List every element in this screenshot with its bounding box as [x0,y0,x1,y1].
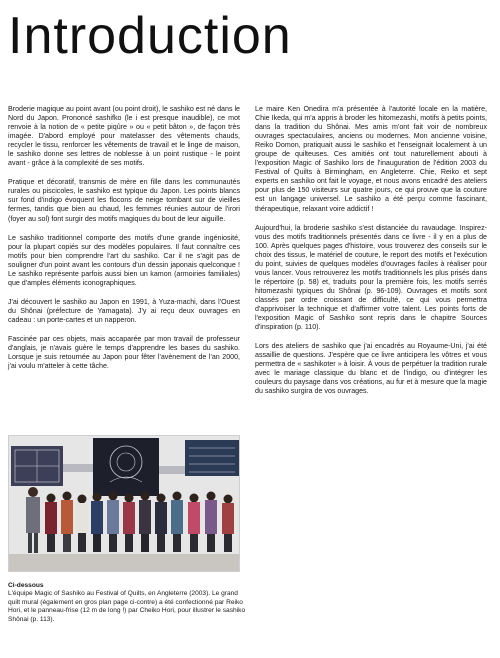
right-text-column [255,105,487,406]
paragraph: Pratique et décoratif, transmis de mère en fille dans les communautés rurales ou piscicoles, le sashiko est typique du Japon. Les points blancs sur fond d'indigo évoquent les flocons de neige tombant sur de vieilles fermes, tandis que bien au chaud, les femmes réunies autour de l'irori (foyer au sol) font surgir des motifs magiques du bout de leur aiguille. [8,178,240,223]
group-photo-illustration [9,436,240,572]
left-text-column [8,105,240,381]
paragraph: Fascinée par ces objets, mais accaparée par mon travail de professeur d'anglais, je n'avais guère le temps d'apprendre les bases du sashiko. Lorsque je suis retournée au Japon pour fêter l'avènement de l'an 2000, j'ai voulu m'atteler à cette tâche. [8,334,240,371]
paragraph: J'ai découvert le sashiko au Japon en 1991, à Yuza-machi, dans l'Ouest du Shônai (préfecture de Yamagata). J'y ai reçu deux ouvrages en cadeau : un porte-cartes et un napperon. [8,297,240,324]
photo-caption [8,582,248,624]
paragraph: Le maire Ken Onedira m'a présentée à l'autorité locale en la matière, Chie Ikeda, qui m'a appris à broder les hitomezashi, motifs à petits points, dans la tradition du Shônai. Mes amis m'ont fait voir de nombreux ouvrages spectaculaires, anciens ou modernes. Mon ancienne voisine, Reiko Domon, pratiquait aussi le sashiko et l'enseignait localement à un groupe de quilteuses. Ces amitiés ont tout naturellement abouti à l'exposition Magic of Sashiko lors de l'inauguration de l'édition 2003 du Festival of Quilts à Birmingham, en Angleterre. Chie, Reiko et sept experts en sashiko ont fait le voyage, et nous avons encadré des ateliers pour plus de 150 visiteurs sur quatre jours, ce qui prouve que la couture est un langage universel. Le sashiko a été perçu comme fascinant, thérapeutique, relaxant voire addictif ! [255,105,487,213]
caption-text: L'équipe Magic of Sashiko au Festival of Quilts, en Angleterre (2003). Le grand quilt mural (également en gros plan page ci-contre) a été confectionné par Reiko Hori, et le panneau-frise (12 m de long !) par Cheiko Hori, pour illustrer le sashiko Shônai (p. 113). [8,590,246,623]
paragraph: Broderie magique au point avant (ou point droit), le sashiko est né dans le Nord du Japon. Prononcé sashifko (le i est presque inaudible), ce mot renvoie à la notion de « petite piqûre » ou « petit bâton », de façon très imagée. D'abord employé pour matelasser des vêtements chauds, recycler le tissu, renforcer les vêtements de travail et le linge de maison, le sashiko donne ses lettres de noblesse à un point rustique - le point avant - grâce à la complexité de ses motifs. [8,105,240,168]
page-title: Introduction [8,7,292,65]
group-photo [8,435,240,572]
caption-title: Ci-dessous [8,582,44,589]
paragraph: Lors des ateliers de sashiko que j'ai encadrés au Royaume-Uni, j'ai été assaillie de questions. J'espère que ce livre anticipera les vôtres et vous permettra de « sashikoter » à loisir. À vous de perpétuer la tradition rurale avec le mariage classique du blanc et de l'indigo, ou d'intégrer les couleurs du paysage dans vos créations, au fur et à mesure que la magie du sashiko surgira de vos ouvrages. [255,342,487,396]
paragraph: Le sashiko traditionnel comporte des motifs d'une grande ingéniosité, pour la plupart copiés sur des modèles populaires. Il faut connaître ces motifs pour bien comprendre l'art du sashiko. Car il ne s'agit pas de souligner d'un point avant les contours d'un dessin japonais quelconque ! Le sashiko représente parfois aussi bien un kamon (armoiries familiales) que d'amples éléments iconographiques. [8,233,240,287]
paragraph: Aujourd'hui, la broderie sashiko s'est distanciée du ravaudage. Inspirez-vous des motifs traditionnels présentés dans ce livre - il y en a plus de 100. Après quelques pages d'histoire, vous trouverez des conseils sur le choix des tissus, le matériel de couture, le report des motifs et l'exécution du point, suivies de quelques modèles d'ouvrages faciles à réaliser pour vous lancer. Vous retrouverez les motifs traditionnels les plus prisés dans le répertoire (p. 58) et, traduits pour la première fois, les motifs serrés hitomezashi typiques du Shônai (p. 96-109). Ouvrages et motifs sont classés par ordre croissant de difficulté, ce qui vous permettra d'apprivoiser la technique et d'affirmer votre talent. Les points forts de l'exposition Magic of Sashiko sont repris dans le chapitre Sources d'inspiration (p. 110). [255,223,487,332]
